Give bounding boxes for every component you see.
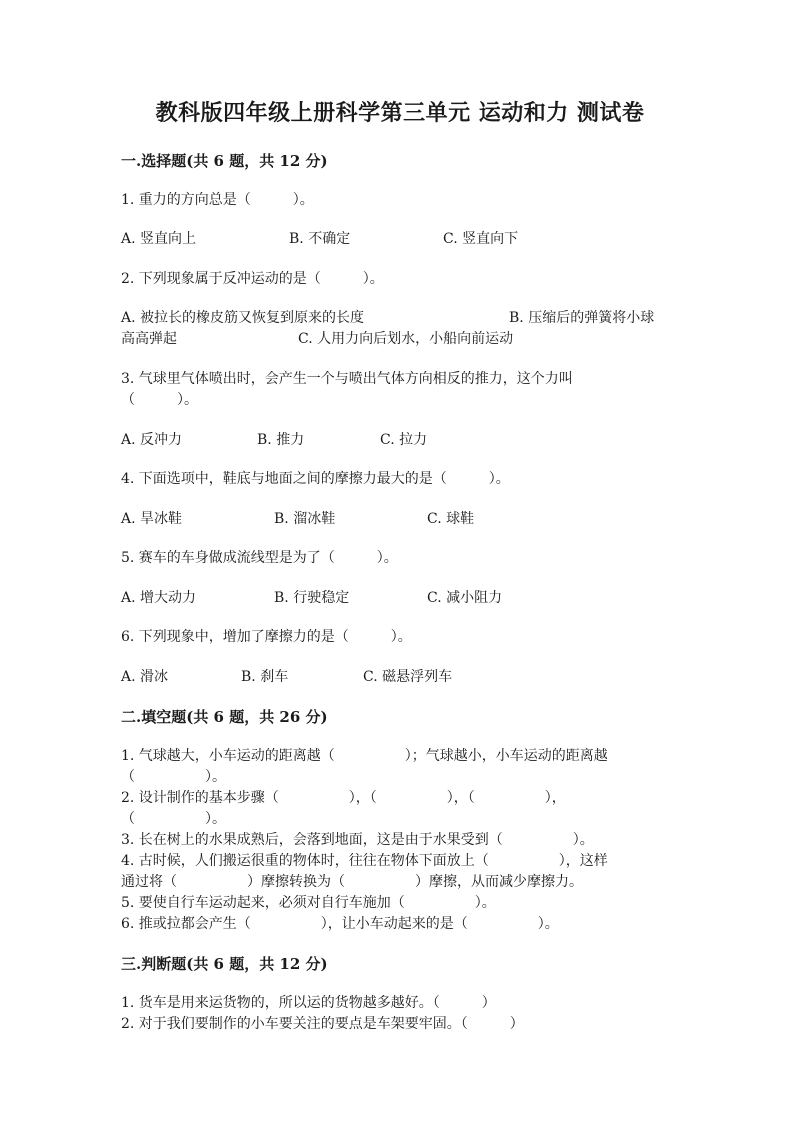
- fill-q6-line: 6. 推或拉都会产生（ ），让小车动起来的是（ ）。: [121, 916, 559, 932]
- choice-q4-option-a: A. 旱冰鞋: [121, 511, 183, 527]
- choice-q4-stem: 4. 下面选项中，鞋底与地面之间的摩擦力最大的是（ ）。: [121, 471, 510, 487]
- fill-q5-line: 5. 要使自行车运动起来，必须对自行车施加（ ）。: [121, 895, 496, 911]
- choice-q3-option-b: B. 推力: [257, 432, 305, 448]
- fill-q2-line2: （ ）。: [121, 811, 226, 827]
- fill-q3-line: 3. 长在树上的水果成熟后，会落到地面，这是由于水果受到（ ）。: [121, 832, 594, 848]
- choice-q1-stem: 1. 重力的方向总是（ ）。: [121, 192, 314, 208]
- fill-q2-line1: 2. 设计制作的基本步骤（ ），（ ），（ ），: [121, 790, 566, 806]
- fill-q1-line2: （ ）。: [121, 769, 226, 785]
- choice-q4-option-b: B. 溜冰鞋: [274, 511, 336, 527]
- choice-q2-option-b: B. 压缩后的弹簧将小球: [509, 310, 655, 326]
- choice-q6-option-c: C. 磁悬浮列车: [363, 669, 453, 685]
- choice-q6-option-a: A. 滑冰: [121, 669, 169, 685]
- choice-q2-option-a: A. 被拉长的橡皮筋又恢复到原来的长度: [121, 310, 365, 326]
- page-title: 教科版四年级上册科学第三单元 运动和力 测试卷: [155, 100, 645, 126]
- judge-q1-line: 1. 货车是用来运货物的，所以运的货物越多越好。（ ）: [121, 995, 496, 1011]
- fill-q4-line2: 通过将（ ）摩擦转换为（ ）摩擦，从而减少摩擦力。: [121, 874, 583, 890]
- choice-q3-stem-cont: （ ）。: [121, 392, 198, 408]
- choice-q6-stem: 6. 下列现象中，增加了摩擦力的是（ ）。: [121, 629, 412, 645]
- fill-q1-line1: 1. 气球越大，小车运动的距离越（ ）；气球越小，小车运动的距离越: [121, 748, 608, 764]
- section-choice-heading: 一.选择题(共 6 题，共 12 分): [121, 152, 328, 170]
- choice-q4-option-c: C. 球鞋: [427, 511, 475, 527]
- choice-q1-option-c: C. 竖直向下: [443, 231, 519, 247]
- fill-q4-line1: 4. 古时候，人们搬运很重的物体时，往往在物体下面放上（ ），这样: [121, 853, 608, 869]
- choice-q3-option-c: C. 拉力: [380, 432, 428, 448]
- choice-q1-option-a: A. 竖直向上: [121, 231, 197, 247]
- choice-q5-stem: 5. 赛车的车身做成流线型是为了（ ）。: [121, 550, 398, 566]
- choice-q2-option-c: C. 人用力向后划水，小船向前运动: [298, 331, 514, 347]
- choice-q1-option-b: B. 不确定: [289, 231, 351, 247]
- choice-q2-option-b-cont: 高高弹起: [121, 331, 177, 347]
- choice-q5-option-b: B. 行驶稳定: [274, 590, 350, 606]
- choice-q6-option-b: B. 刹车: [241, 669, 289, 685]
- choice-q2-stem: 2. 下列现象属于反冲运动的是（ ）。: [121, 271, 384, 287]
- choice-q5-option-c: C. 减小阻力: [427, 590, 503, 606]
- choice-q3-option-a: A. 反冲力: [121, 432, 183, 448]
- judge-q2-line: 2. 对于我们要制作的小车要关注的要点是车架要牢固。（ ）: [121, 1016, 524, 1032]
- choice-q3-stem: 3. 气球里气体喷出时，会产生一个与喷出气体方向相反的推力，这个力叫: [121, 371, 573, 387]
- section-fill-heading: 二.填空题(共 6 题，共 26 分): [121, 708, 328, 726]
- choice-q5-option-a: A. 增大动力: [121, 590, 197, 606]
- section-judge-heading: 三.判断题(共 6 题，共 12 分): [121, 955, 328, 973]
